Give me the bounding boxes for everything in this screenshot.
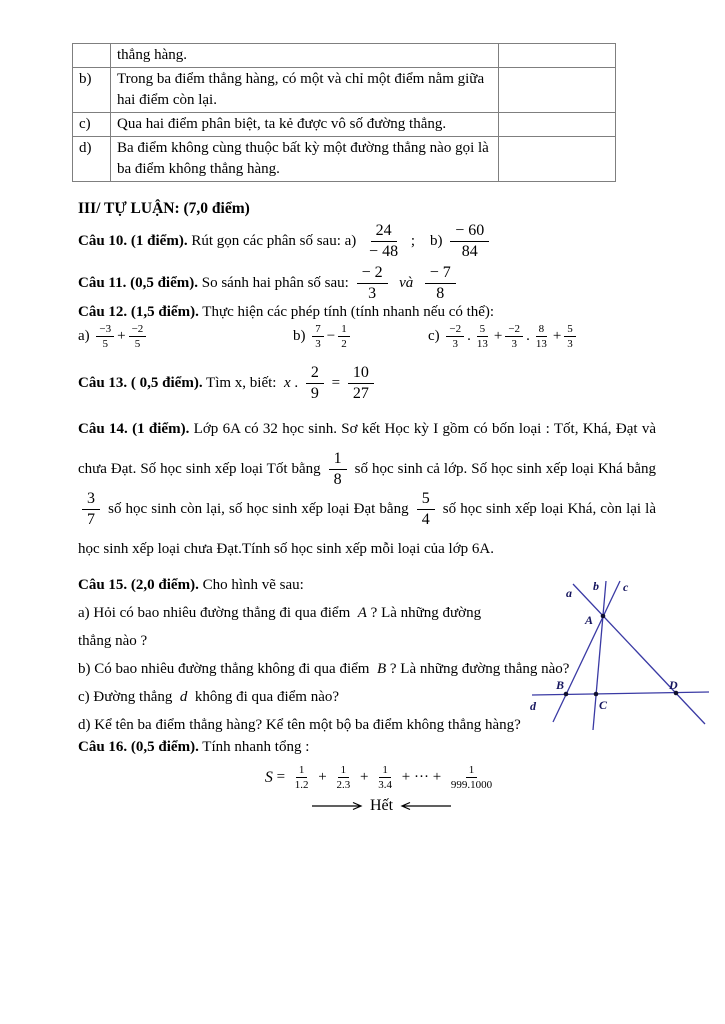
equals-sign: = xyxy=(272,769,289,786)
fraction: $\frac{2}{9}$ xyxy=(306,364,324,403)
question-12-parts xyxy=(78,323,685,359)
fraction: $\frac{24}{- 48}$ xyxy=(369,221,399,260)
line-c-post: không đi qua điểm nào? xyxy=(187,689,340,705)
figure-line-c xyxy=(553,581,620,722)
row-label-cell xyxy=(73,68,111,113)
plus-sign: + xyxy=(397,769,414,786)
row-text: Qua hai điểm phân biệt, ta kẻ được vô số đường thẳng. xyxy=(117,116,447,132)
label-point-B: B xyxy=(556,678,565,692)
part-b-label: b) xyxy=(293,328,310,345)
question-14 xyxy=(78,409,656,569)
point-A-ref: A xyxy=(357,605,367,621)
variable-x: x xyxy=(283,374,291,391)
row-answer-cell xyxy=(499,113,616,137)
plus-sign: + xyxy=(428,769,445,786)
point-A-dot xyxy=(601,614,606,619)
row-label: d) xyxy=(79,140,92,156)
question-11-label: Câu 11. (0,5 điểm). xyxy=(78,274,198,291)
row-text: Trong ba điểm thẳng hàng, có một và chỉ một điểm nằm giữa hai điểm còn lại. xyxy=(117,71,485,108)
question-15-label: Câu 15. (2,0 điểm). xyxy=(78,577,199,593)
question-14-text-2: số học sinh cả lớp. Số học sinh xếp loại Khá bằng xyxy=(350,461,656,477)
question-14-text-3: số học sinh còn lại, số học sinh xếp loại Đạt bằng xyxy=(104,501,413,517)
sum-symbol: S xyxy=(264,768,273,786)
question-14-text-1: Lớp 6A có 32 học sinh. Sơ kết Học kỳ I gồm có bốn loại : Tốt, Khá, Đạt và chưa Đạt. Số học sinh xếp loại Tốt bằng xyxy=(78,421,657,477)
figure-line-d xyxy=(532,692,709,695)
question-15-intro: Cho hình vẽ sau: xyxy=(198,577,304,593)
question-12 xyxy=(78,304,685,359)
question-16-heading xyxy=(78,739,685,756)
question-14-text-4: số học sinh xếp loại Khá, còn lại là học sinh xếp loại chưa Đạt.Tính số học sinh xếp mỗi loại của lớp 6A. xyxy=(78,501,656,557)
section-heading: III/ TỰ LUẬN: (7,0 điểm) xyxy=(78,200,250,217)
line-b-pre: b) Có bao nhiêu đường thẳng không đi qua điểm xyxy=(78,661,377,677)
fraction: $\frac{-2}{5}$ xyxy=(129,323,147,350)
question-11-intro: So sánh hai phân số sau: xyxy=(198,274,353,291)
question-15-line-d: d) Kể tên ba điểm thẳng hàng? Kể tên một bộ ba điểm không thẳng hàng? xyxy=(78,717,521,733)
fraction: $\frac{8}{13}$ xyxy=(535,323,547,350)
question-15-line-a2: thẳng nào ? xyxy=(78,633,148,649)
fraction: $\frac{1}{2}$ xyxy=(338,323,350,350)
label-line-d: d xyxy=(530,699,536,713)
part-c-label: c) xyxy=(428,328,444,345)
row-label-cell xyxy=(73,113,111,137)
fraction: $\frac{1}{2.3}$ xyxy=(336,764,351,791)
label-point-C: C xyxy=(599,698,608,712)
plus-sign: + xyxy=(314,769,331,786)
row-label-cell xyxy=(73,137,111,182)
operator: + xyxy=(493,328,503,345)
fraction: $\frac{-3}{5}$ xyxy=(96,323,114,350)
question-12-part-a xyxy=(78,323,149,350)
part-a-label: a) xyxy=(78,328,94,345)
multiply-dot: . xyxy=(467,328,471,345)
operator: + xyxy=(552,328,562,345)
row-answer-cell xyxy=(499,137,616,182)
equals-sign: = xyxy=(327,374,344,391)
fraction: $\frac{1}{999.1000}$ xyxy=(450,764,493,791)
question-12-label: Câu 12. (1,5 điểm). xyxy=(78,304,199,320)
end-marker xyxy=(78,797,685,815)
statements-table xyxy=(72,43,616,182)
label-point-A: A xyxy=(585,613,594,627)
row-answer-cell xyxy=(499,44,616,68)
question-12-intro: Thực hiện các phép tính (tính nhanh nếu có thể): xyxy=(198,304,495,320)
question-13-label: Câu 13. ( 0,5 điểm). xyxy=(78,374,203,391)
point-C-dot xyxy=(594,692,599,697)
row-text-cell xyxy=(111,137,499,182)
question-10-intro: Rút gọn các phân số sau: a) xyxy=(187,232,361,249)
geometry-figure xyxy=(526,573,721,735)
fraction: $\frac{10}{27}$ xyxy=(348,364,374,403)
fraction: $\frac{5}{4}$ xyxy=(417,490,435,529)
question-16-label: Câu 16. (0,5 điểm). xyxy=(78,739,199,755)
line-b-post: ? Là những đường thẳng nào? xyxy=(386,661,570,677)
table-row xyxy=(73,137,616,182)
left-arrow-icon xyxy=(394,800,452,812)
question-10 xyxy=(78,220,685,262)
fraction: $\frac{3}{7}$ xyxy=(82,490,100,529)
fraction: $\frac{- 7}{8}$ xyxy=(425,264,456,303)
row-label-cell xyxy=(73,44,111,68)
row-answer-cell xyxy=(499,68,616,113)
fraction: $\frac{-2}{3}$ xyxy=(505,323,523,350)
and-word: và xyxy=(391,274,421,291)
table-row xyxy=(73,113,616,137)
fraction: $\frac{1}{1.2}$ xyxy=(294,764,309,791)
question-12-part-c xyxy=(428,323,579,350)
operator: + xyxy=(117,328,126,345)
question-12-heading xyxy=(78,304,685,321)
question-10-separator: ; b) xyxy=(407,232,447,249)
point-B-ref: B xyxy=(376,661,387,677)
table-row xyxy=(73,44,616,68)
fraction: $\frac{1}{8}$ xyxy=(329,450,347,489)
fraction: $\frac{1}{3.4}$ xyxy=(378,764,392,791)
question-13 xyxy=(78,361,685,405)
question-16-intro: Tính nhanh tổng : xyxy=(198,739,310,755)
row-text-cell xyxy=(111,44,499,68)
question-12-part-b xyxy=(293,323,353,350)
operator: − xyxy=(326,328,336,345)
line-a-pre: a) Hỏi có bao nhiêu đường thẳng đi qua điểm xyxy=(78,605,358,621)
row-text-cell xyxy=(111,68,499,113)
line-d-ref: d xyxy=(179,689,188,705)
row-text-cell xyxy=(111,113,499,137)
row-text: thẳng hàng. xyxy=(117,47,187,63)
multiply-dot: . xyxy=(290,374,302,391)
question-16-formula xyxy=(78,764,685,791)
table-row xyxy=(73,68,616,113)
row-label: c) xyxy=(79,116,91,132)
question-13-intro: Tìm x, biết: xyxy=(202,374,284,391)
fraction: $\frac{5}{13}$ xyxy=(476,323,488,350)
fraction: $\frac{7}{3}$ xyxy=(312,323,324,350)
question-15 xyxy=(78,571,685,739)
label-point-D: D xyxy=(669,678,678,692)
line-a-post: ? Là những đường xyxy=(366,605,482,621)
fraction: $\frac{- 60}{84}$ xyxy=(450,222,489,261)
multiply-dot: . xyxy=(526,328,530,345)
plus-sign: + xyxy=(356,769,373,786)
question-14-label: Câu 14. (1 điểm). xyxy=(78,421,190,437)
question-10-label: Câu 10. (1 điểm). xyxy=(78,232,188,249)
label-line-c: c xyxy=(623,580,629,594)
question-16 xyxy=(78,739,685,815)
point-B-dot xyxy=(564,692,569,697)
ellipsis: ··· xyxy=(413,769,429,786)
right-arrow-icon xyxy=(311,800,369,812)
question-11 xyxy=(78,262,685,304)
label-line-b: b xyxy=(593,579,599,593)
row-text: Ba điểm không cùng thuộc bất kỳ một đường thẳng nào gọi là ba điểm không thẳng hàng. xyxy=(117,140,489,177)
row-label: b) xyxy=(79,71,92,87)
line-c-pre: c) Đường thẳng xyxy=(78,689,180,705)
end-label: Hết xyxy=(369,797,394,815)
fraction: $\frac{-2}{3}$ xyxy=(446,323,464,350)
fraction: $\frac{5}{3}$ xyxy=(564,323,576,350)
fraction: $\frac{- 2}{3}$ xyxy=(357,264,388,303)
figure-line-a xyxy=(573,584,705,724)
label-line-a: a xyxy=(566,586,572,600)
